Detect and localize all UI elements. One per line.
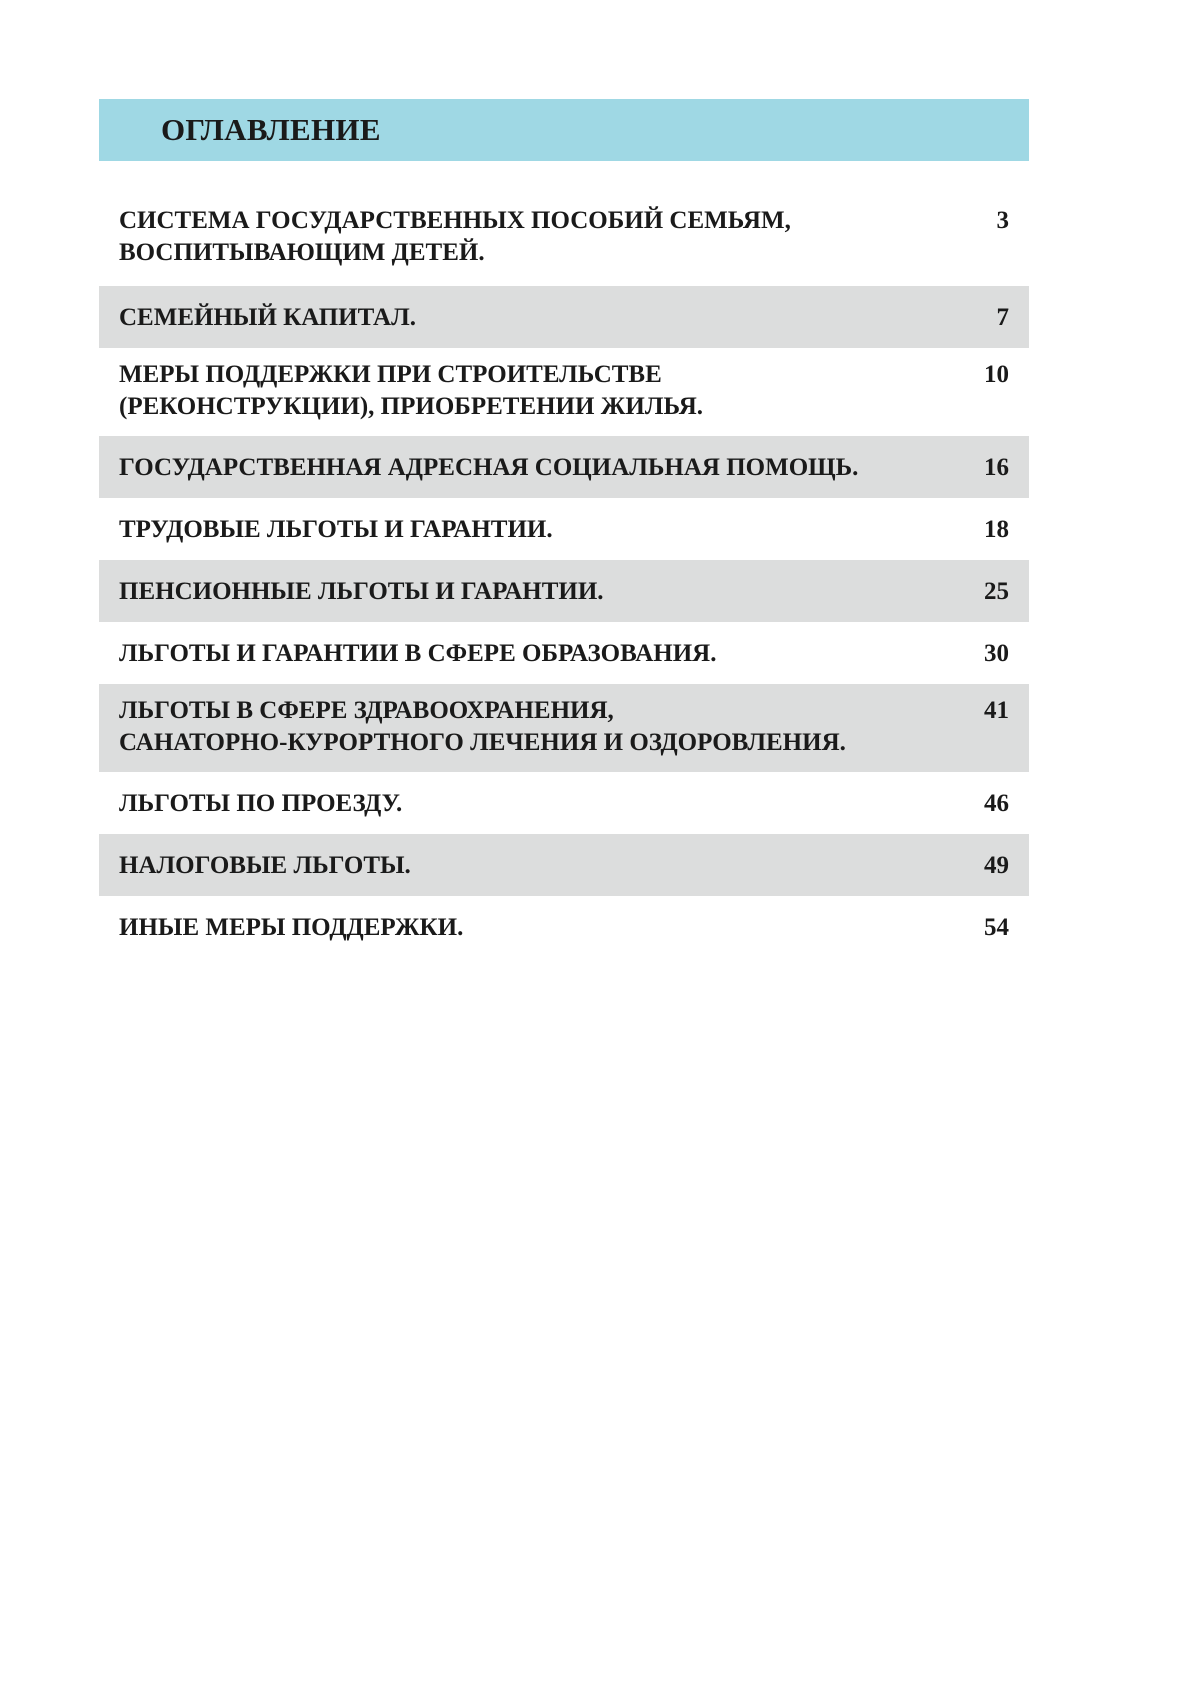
toc-entry-title: ЛЬГОТЫ ПО ПРОЕЗДУ. <box>119 790 403 817</box>
toc-entry-social-assistance[interactable] <box>99 436 1029 498</box>
toc-entry-labor-benefits[interactable] <box>99 498 1029 560</box>
toc-entry-page: 16 <box>984 454 1009 481</box>
toc-entry-travel-benefits[interactable] <box>99 772 1029 834</box>
toc-entry-page: 10 <box>984 361 1009 388</box>
toc-entry-title: ИНЫЕ МЕРЫ ПОДДЕРЖКИ. <box>119 914 464 941</box>
toc-entry-title: НАЛОГОВЫЕ ЛЬГОТЫ. <box>119 852 411 879</box>
toc-entry-page: 54 <box>984 914 1009 941</box>
toc-entry-family-capital[interactable] <box>99 286 1029 348</box>
toc-entry-education-benefits[interactable] <box>99 622 1029 684</box>
toc-entry-title: ГОСУДАРСТВЕННАЯ АДРЕСНАЯ СОЦИАЛЬНАЯ ПОМОЩЬ. <box>119 454 859 481</box>
toc-entry-tax-benefits[interactable] <box>99 834 1029 896</box>
toc-entry-page: 3 <box>996 207 1009 234</box>
toc-entry-title: ПЕНСИОННЫЕ ЛЬГОТЫ И ГАРАНТИИ. <box>119 578 604 605</box>
toc-entry-title: ТРУДОВЫЕ ЛЬГОТЫ И ГАРАНТИИ. <box>119 516 553 543</box>
toc-entry-page: 46 <box>984 790 1009 817</box>
toc-entry-healthcare-benefits[interactable] <box>99 684 1029 772</box>
toc-entry-housing-support[interactable] <box>99 348 1029 436</box>
toc-header-band <box>99 99 1029 161</box>
toc-entry-page: 49 <box>984 852 1009 879</box>
toc-entry-title: СИСТЕМА ГОСУДАРСТВЕННЫХ ПОСОБИЙ СЕМЬЯМ, ВОСПИТЫВАЮЩИМ ДЕТЕЙ. <box>119 207 791 266</box>
toc-entry-family-benefits[interactable] <box>99 195 1029 286</box>
toc-entry-page: 25 <box>984 578 1009 605</box>
toc-entry-title: ЛЬГОТЫ В СФЕРЕ ЗДРАВООХРАНЕНИЯ, САНАТОРНО-КУРОРТНОГО ЛЕЧЕНИЯ И ОЗДОРОВЛЕНИЯ. <box>119 697 846 756</box>
toc-entry-pension-benefits[interactable] <box>99 560 1029 622</box>
toc-entry-other-support[interactable] <box>99 896 1029 958</box>
toc-entry-title: ЛЬГОТЫ И ГАРАНТИИ В СФЕРЕ ОБРАЗОВАНИЯ. <box>119 640 717 667</box>
toc-entry-page: 18 <box>984 516 1009 543</box>
toc-entry-title: СЕМЕЙНЫЙ КАПИТАЛ. <box>119 304 416 331</box>
page-title: ОГЛАВЛЕНИЕ <box>161 112 381 147</box>
table-of-contents <box>99 195 1029 958</box>
toc-entry-page: 7 <box>996 304 1009 331</box>
toc-entry-page: 30 <box>984 640 1009 667</box>
toc-entry-page: 41 <box>984 697 1009 724</box>
toc-entry-title: МЕРЫ ПОДДЕРЖКИ ПРИ СТРОИТЕЛЬСТВЕ (РЕКОНСТРУКЦИИ), ПРИОБРЕТЕНИИ ЖИЛЬЯ. <box>119 361 703 420</box>
